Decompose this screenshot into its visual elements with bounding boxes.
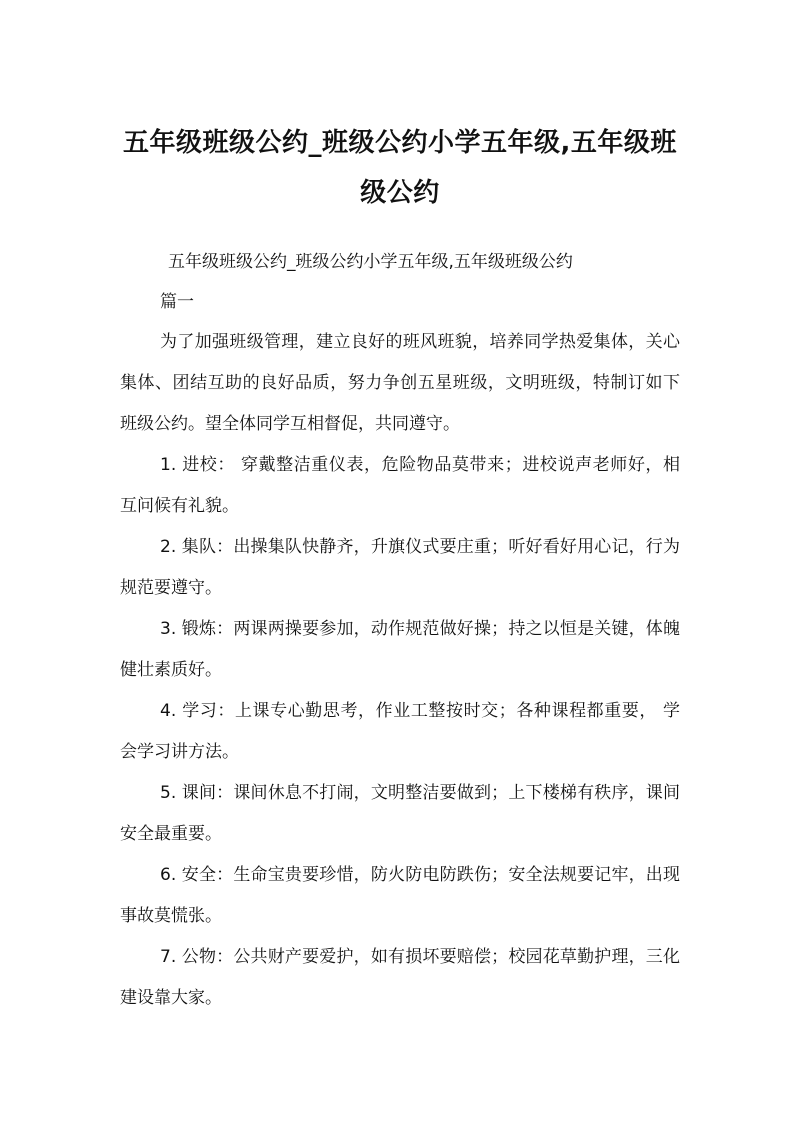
rule-item-2: 2. 集队：出操集队快静齐，升旗仪式要庄重；听好看好用心记，行为规范要遵守。 — [120, 537, 680, 598]
intro-paragraph: 为了加强班级管理，建立良好的班风班貌，培养同学热爱集体，关心集体、团结互助的良好品质，努力争创五星班级，文明班级，特制订如下班级公约。望全体同学互相督促，共同遵守。 — [120, 332, 680, 434]
rule-item-7: 7. 公物：公共财产要爱护，如有损坏要赔偿；校园花草勤护理，三化建设靠大家。 — [120, 947, 680, 1008]
rule-item-4: 4. 学习：上课专心勤思考，作业工整按时交；各种课程都重要， 学会学习讲方法。 — [120, 701, 680, 762]
rule-item-5: 5. 课间：课间休息不打闹，文明整洁要做到；上下楼梯有秩序，课间安全最重要。 — [120, 783, 680, 844]
section-heading: 篇一 — [160, 292, 194, 312]
rule-item-6: 6. 安全：生命宝贵要珍惜，防火防电防跌伤；安全法规要记牢，出现事故莫慌张。 — [120, 865, 680, 926]
document-subtitle: 五年级班级公约_班级公约小学五年级,五年级班级公约 — [168, 252, 573, 272]
document-title: 五年级班级公约_班级公约小学五年级,五年级班级公约 — [123, 128, 677, 208]
rules-list — [120, 445, 680, 1019]
rule-item-1: 1. 进校： 穿戴整洁重仪表，危险物品莫带来；进校说声老师好，相互问候有礼貌。 — [120, 455, 680, 516]
rule-item-3: 3. 锻炼：两课两操要参加，动作规范做好操；持之以恒是关键，体魄健壮素质好。 — [120, 619, 680, 680]
